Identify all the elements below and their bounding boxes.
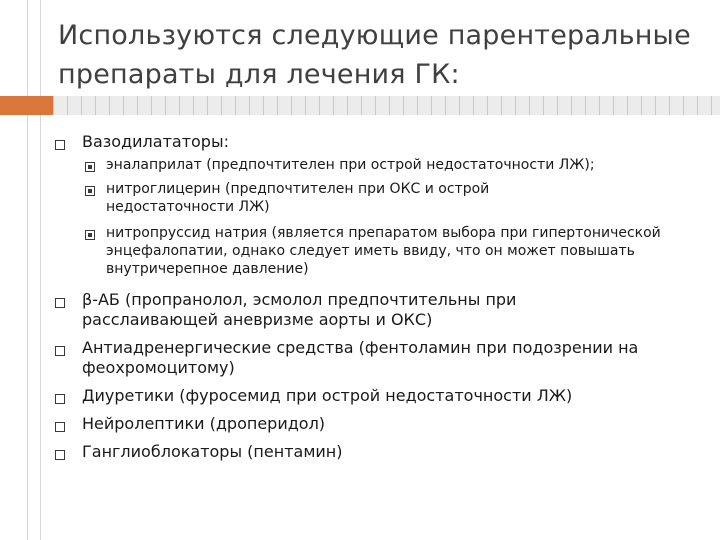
bullet-square-icon bbox=[55, 450, 65, 460]
sub-item-nitroglycerin: нитроглицерин (предпочтителен при ОКС и острой недостаточности ЛЖ) bbox=[106, 181, 490, 215]
bullet-square-icon bbox=[55, 298, 65, 308]
bullet-square-icon bbox=[55, 422, 65, 432]
list-item-vasodilators: Вазодилататоры: bbox=[82, 132, 229, 151]
sub-item-enalaprilat: эналаприлат (предпочтителен при острой недостаточности ЛЖ); bbox=[106, 157, 595, 173]
list-item-ganglioblockers: Ганглиоблокаторы (пентамин) bbox=[82, 442, 343, 461]
sub-bullet-icon bbox=[85, 230, 95, 240]
sub-bullet-icon bbox=[85, 186, 95, 196]
list-item-antiadrenergic: Антиадренергические средства (фентоламин при подозрении на феохромоцитому) bbox=[82, 338, 639, 377]
list-item-beta-blockers: β-АБ (пропранолол, эсмолол предпочтительны при расслаивающей аневризме аорты и ОКС) bbox=[82, 290, 517, 329]
list-item-neuroleptics: Нейролептики (дроперидол) bbox=[82, 414, 326, 433]
sub-bullet-icon bbox=[85, 162, 95, 172]
bullet-square-icon bbox=[55, 346, 65, 356]
bullet-square-icon bbox=[55, 140, 65, 150]
bullet-square-icon bbox=[55, 394, 65, 404]
list-item-diuretics: Диуретики (фуросемид при острой недостаточности ЛЖ) bbox=[82, 386, 573, 405]
slide-title: Используются следующие парентеральные препараты для лечения ГК: bbox=[58, 20, 691, 90]
sub-item-nitroprusside: нитропруссид натрия (является препаратом выбора при гипертонической энцефалопатии, однако следует иметь ввиду, что он может повышать внутричерепное давление) bbox=[106, 225, 661, 277]
